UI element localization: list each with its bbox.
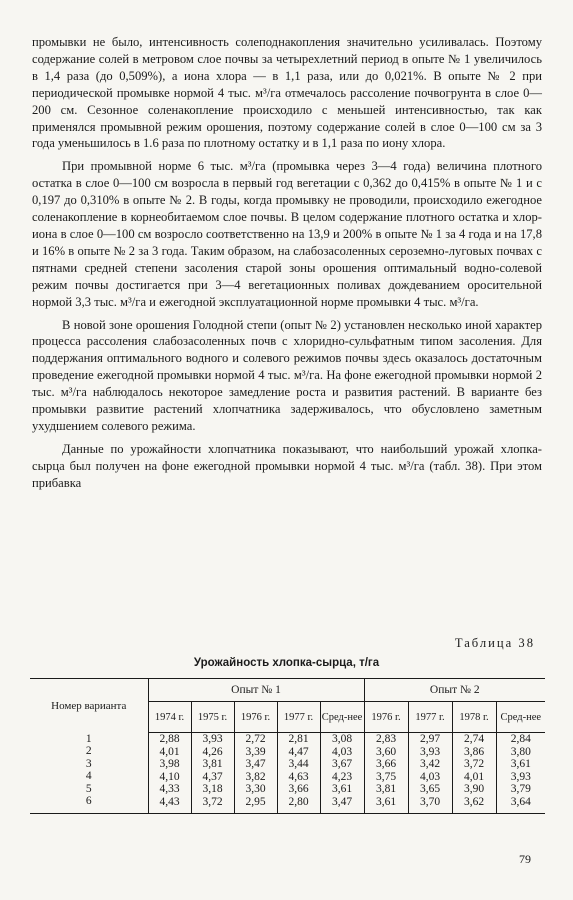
col-header: 1976 г. bbox=[234, 702, 277, 733]
body-text bbox=[32, 34, 542, 492]
data-column bbox=[277, 733, 320, 809]
table-cell: 3,90 bbox=[463, 783, 485, 796]
table-cell: 4,03 bbox=[419, 770, 441, 783]
table-cell: 4,33 bbox=[159, 783, 180, 796]
page-number: 79 bbox=[519, 852, 531, 866]
table-cell: 2,88 bbox=[159, 733, 180, 745]
col-header: 1975 г. bbox=[191, 702, 234, 733]
data-column bbox=[148, 733, 191, 809]
variant-number: 3 bbox=[85, 757, 92, 770]
table-cell: 3,47 bbox=[331, 795, 353, 808]
variant-column bbox=[30, 733, 148, 809]
table-cell: 4,63 bbox=[288, 770, 309, 783]
col-header: 1977 г. bbox=[277, 702, 320, 733]
table-cell: 3,86 bbox=[463, 745, 485, 758]
table-cell: 4,26 bbox=[202, 745, 223, 758]
table-cell: 3,72 bbox=[202, 795, 223, 808]
table-cell: 3,81 bbox=[375, 783, 397, 796]
table-cell: 4,37 bbox=[202, 770, 223, 783]
group-header-1: Опыт № 1 bbox=[148, 679, 364, 702]
table-cell: 3,82 bbox=[245, 770, 266, 783]
col-header: Сред-нее bbox=[496, 702, 545, 733]
table-cell: 4,03 bbox=[331, 745, 353, 758]
table-cell: 3,60 bbox=[375, 745, 397, 758]
data-column bbox=[320, 733, 364, 809]
table-cell: 4,01 bbox=[463, 770, 485, 783]
paragraph-2: При промывной норме 6 тыс. м³/га (промывка через 3—4 года) величина плотного остатка в слое 0—100 см возросла в первый год вегетации с 0,362 до 0,415% в опыте № 1 и с 0,197 до 0,310% в опыте № 2. В годы, когда промывку не проводили, происходило ежегодное соленакопление в корнеобитаемом слое почвы. В целом содержание плотного остатка и хлор-иона в слое 0—100 см возросло соответственно на 13,9 и 200% в опыте № 1 за 4 года и на 17,8 и 16% в опыте № 2 за 3 года. Таким образом, на слабозасоленных сероземно-луговых почвах с пятнами средней степени засоления старой зоны орошения оптимальный водно-солевой режим почвы достигается при 3—4 вегетационных поливах дождеванием оросительной нормой 3,3 тыс. м³/га и ежегодной эксплуатационной норме промывки 4 тыс. м³/га. bbox=[32, 159, 542, 309]
data-column bbox=[452, 733, 496, 809]
table-cell: 3,93 bbox=[202, 733, 223, 745]
paragraph-4: Данные по урожайности хлопчатника показывают, что наибольший урожай хлопка-сырца был получен на фоне ежегодной промывки нормой 4 тыс. м³/га (табл. 38). При этом прибавка bbox=[32, 441, 542, 490]
data-column bbox=[191, 733, 234, 809]
variant-number: 6 bbox=[85, 795, 92, 808]
table-title: Урожайность хлопка-сырца, т/га bbox=[193, 657, 380, 669]
table-cell: 3,39 bbox=[245, 745, 266, 758]
variant-number: 2 bbox=[85, 745, 92, 758]
table-cell: 3,72 bbox=[463, 758, 485, 771]
data-column bbox=[496, 733, 545, 809]
table-cell: 3,61 bbox=[510, 758, 531, 771]
group-header-2: Опыт № 2 bbox=[364, 679, 545, 702]
data-column bbox=[364, 733, 408, 809]
variant-header-label: Номер варианта bbox=[51, 699, 127, 712]
table-cell: 4,23 bbox=[331, 770, 353, 783]
table-cell: 3,47 bbox=[245, 758, 266, 771]
table-cell: 3,93 bbox=[419, 745, 441, 758]
table-cell: 3,18 bbox=[202, 783, 223, 796]
table-cell: 3,80 bbox=[510, 745, 531, 758]
table-cell: 2,83 bbox=[375, 733, 397, 745]
table-cell: 3,66 bbox=[375, 758, 397, 771]
col-header: 1977 г. bbox=[408, 702, 452, 733]
variant-header bbox=[30, 679, 148, 733]
table-cell: 3,67 bbox=[331, 758, 353, 771]
table-cell: 3,75 bbox=[375, 770, 397, 783]
paragraph-1: промывки не было, интенсивность солеподнакопления значительно усиливалась. Поэтому содержание солей в метровом слое почвы за четырехлетний период в опыте № 1 увеличилось в 1,4 раза (до 0,509%), а иона хлора — в 1,1 раза, или до 0,021%. В опыте № 2 при периодической промывке нормой 4 тыс. м³/га отмечалось рассоление почвогрунта в слое 0—200 см. Сезонное соленакопление происходило с меньшей интенсивностью, так как применялся промывной режим орошения, поэтому содержание солей в слое 0—100 см за 3 года уменьшилось в 1.6 раза по плотному остатку и в 1,1 раза по иону хлора. bbox=[32, 35, 542, 151]
variant-number: 4 bbox=[85, 770, 92, 783]
table-cell: 3,66 bbox=[288, 783, 309, 796]
yield-table bbox=[30, 678, 545, 814]
table-cell: 3,70 bbox=[419, 795, 441, 808]
table-cell: 2,84 bbox=[510, 733, 531, 745]
table-cell: 3,08 bbox=[331, 733, 353, 745]
table-cell: 3,61 bbox=[331, 783, 353, 796]
table-cell: 3,64 bbox=[510, 795, 531, 808]
table-cell: 3,93 bbox=[510, 770, 531, 783]
table-cell: 3,65 bbox=[419, 783, 441, 796]
table-cell: 2,80 bbox=[288, 795, 309, 808]
table-cell: 3,81 bbox=[202, 758, 223, 771]
data-column bbox=[408, 733, 452, 809]
col-header: 1976 г. bbox=[364, 702, 408, 733]
variant-number: 5 bbox=[85, 782, 92, 795]
table-cell: 2,81 bbox=[288, 733, 309, 745]
col-header: 1978 г. bbox=[452, 702, 496, 733]
table-cell: 3,98 bbox=[159, 758, 180, 771]
table-cell: 2,95 bbox=[245, 795, 266, 808]
table-cell: 3,62 bbox=[463, 795, 485, 808]
table-cell: 4,47 bbox=[288, 745, 309, 758]
table-cell: 4,01 bbox=[159, 745, 180, 758]
table-cell: 3,79 bbox=[510, 783, 531, 796]
table-number: Таблица 38 bbox=[454, 636, 535, 650]
table-cell: 4,10 bbox=[159, 770, 180, 783]
paragraph-3: В новой зоне орошения Голодной степи (опыт № 2) установлен несколько иной характер процесса рассоления слабозасоленных почв с хлоридно-сульфатным типом засоления. Для поддержания оптимального водного и солевого режимов почвы здесь оказалось достаточным проведение ежегодной промывки нормой 4 тыс. м³/га. На фоне ежегодной промывки нормой 2 тыс. м³/га наблюдалось некоторое замедление роста и развития растений. В варианте без промывки развитие растений хлопчатника задерживалось, что обусловлено заметным ухудшением солевого режима. bbox=[32, 317, 542, 433]
col-header: Сред-нее bbox=[320, 702, 364, 733]
table-cell: 3,30 bbox=[245, 783, 266, 796]
data-column bbox=[234, 733, 277, 809]
col-header: 1974 г. bbox=[148, 702, 191, 733]
table-cell: 3,44 bbox=[288, 758, 309, 771]
table-cell: 2,97 bbox=[419, 733, 441, 745]
variant-number: 1 bbox=[85, 732, 92, 745]
table-cell: 2,74 bbox=[463, 733, 485, 745]
table-cell: 3,42 bbox=[419, 758, 441, 771]
table-cell: 4,43 bbox=[159, 795, 180, 808]
table-cell: 2,72 bbox=[245, 733, 266, 745]
table-cell: 3,61 bbox=[375, 795, 397, 808]
